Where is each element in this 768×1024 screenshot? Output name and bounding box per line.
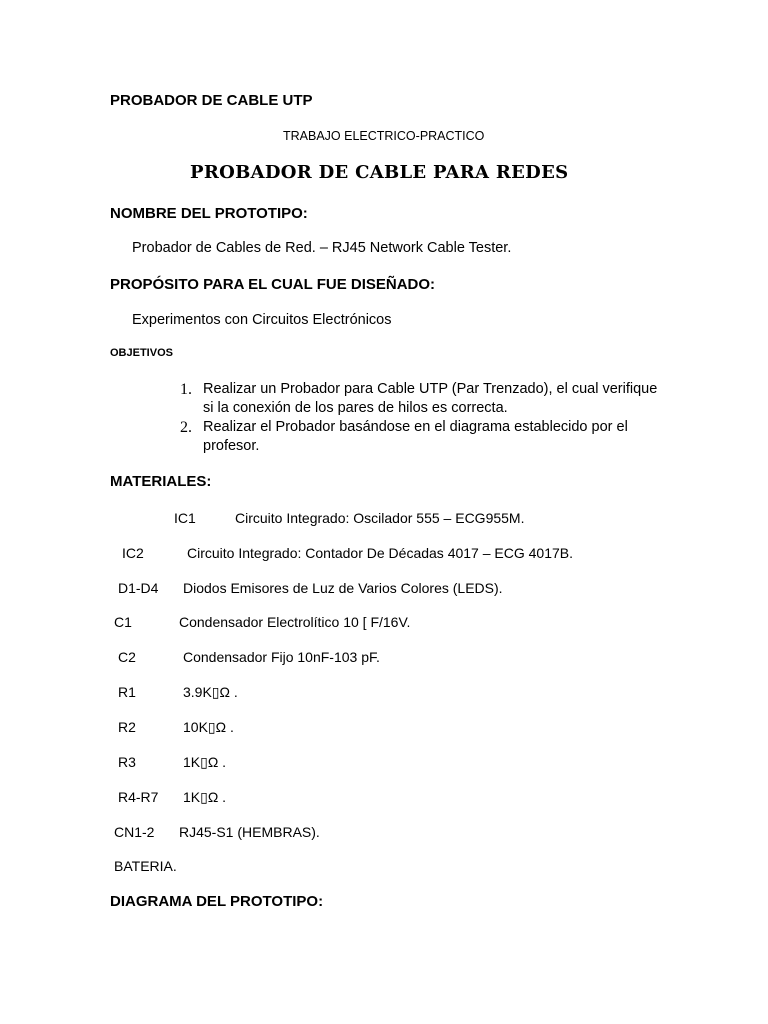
objective-number: 1.: [180, 381, 192, 398]
material-description: Condensador Fijo 10nF-103 pF.: [183, 649, 380, 665]
material-description: 3.9K▯Ω .: [183, 684, 238, 700]
objective-text: Realizar el Probador basándose en el diagrama establecido por el profesor.: [203, 419, 628, 454]
material-code: R1: [118, 684, 136, 700]
material-description: Diodos Emisores de Luz de Varios Colores (LEDS).: [183, 580, 503, 596]
material-code: CN1-2: [114, 824, 155, 840]
material-description: 1K▯Ω .: [183, 789, 227, 805]
material-code: R2: [118, 719, 136, 735]
material-description: RJ45-S1 (HEMBRAS).: [179, 824, 320, 840]
material-code: C2: [118, 649, 136, 665]
material-code: C1: [114, 614, 132, 630]
material-description: 10K▯Ω .: [183, 719, 234, 735]
purpose-heading: PROPÓSITO PARA EL CUAL FUE DISEÑADO:: [110, 276, 436, 293]
material-code: R3: [118, 754, 136, 770]
objective-text: Realizar un Probador para Cable UTP (Par Trenzado), el cual verifique si la conexión de los pares de hilos es correcta.: [203, 381, 658, 416]
material-description: Circuito Integrado: Contador De Décadas 4017 – ECG 4017B.: [187, 545, 574, 561]
material-description: Circuito Integrado: Oscilador 555 – ECG955M.: [235, 510, 525, 526]
document-title: PROBADOR DE CABLE UTP: [110, 92, 313, 109]
objective-number: 2.: [180, 419, 192, 436]
materials-heading: MATERIALES:: [110, 473, 212, 490]
material-description: Condensador Electrolítico 10 [ F/16V.: [179, 614, 411, 630]
diagram-heading: DIAGRAMA DEL PROTOTIPO:: [110, 893, 324, 910]
objectives-heading: OBJETIVOS: [110, 347, 173, 359]
material-code: IC2: [122, 545, 144, 561]
prototype-name-text: Probador de Cables de Red. – RJ45 Network Cable Tester.: [132, 240, 512, 256]
material-description: 1K▯Ω .: [183, 754, 227, 770]
document-subtitle: TRABAJO ELECTRICO-PRACTICO: [283, 129, 485, 143]
objective-item: [178, 380, 658, 418]
purpose-text: Experimentos con Circuitos Electrónicos: [132, 312, 392, 328]
material-code: D1-D4: [118, 580, 159, 596]
objective-item: [178, 418, 658, 456]
material-code: R4-R7: [118, 789, 159, 805]
material-code: BATERIA.: [114, 858, 177, 874]
prototype-name-heading: NOMBRE DEL PROTOTIPO:: [110, 205, 308, 222]
material-code: IC1: [174, 510, 196, 526]
main-title: PROBADOR DE CABLE PARA REDES: [190, 162, 569, 183]
objectives-list: [178, 380, 658, 456]
